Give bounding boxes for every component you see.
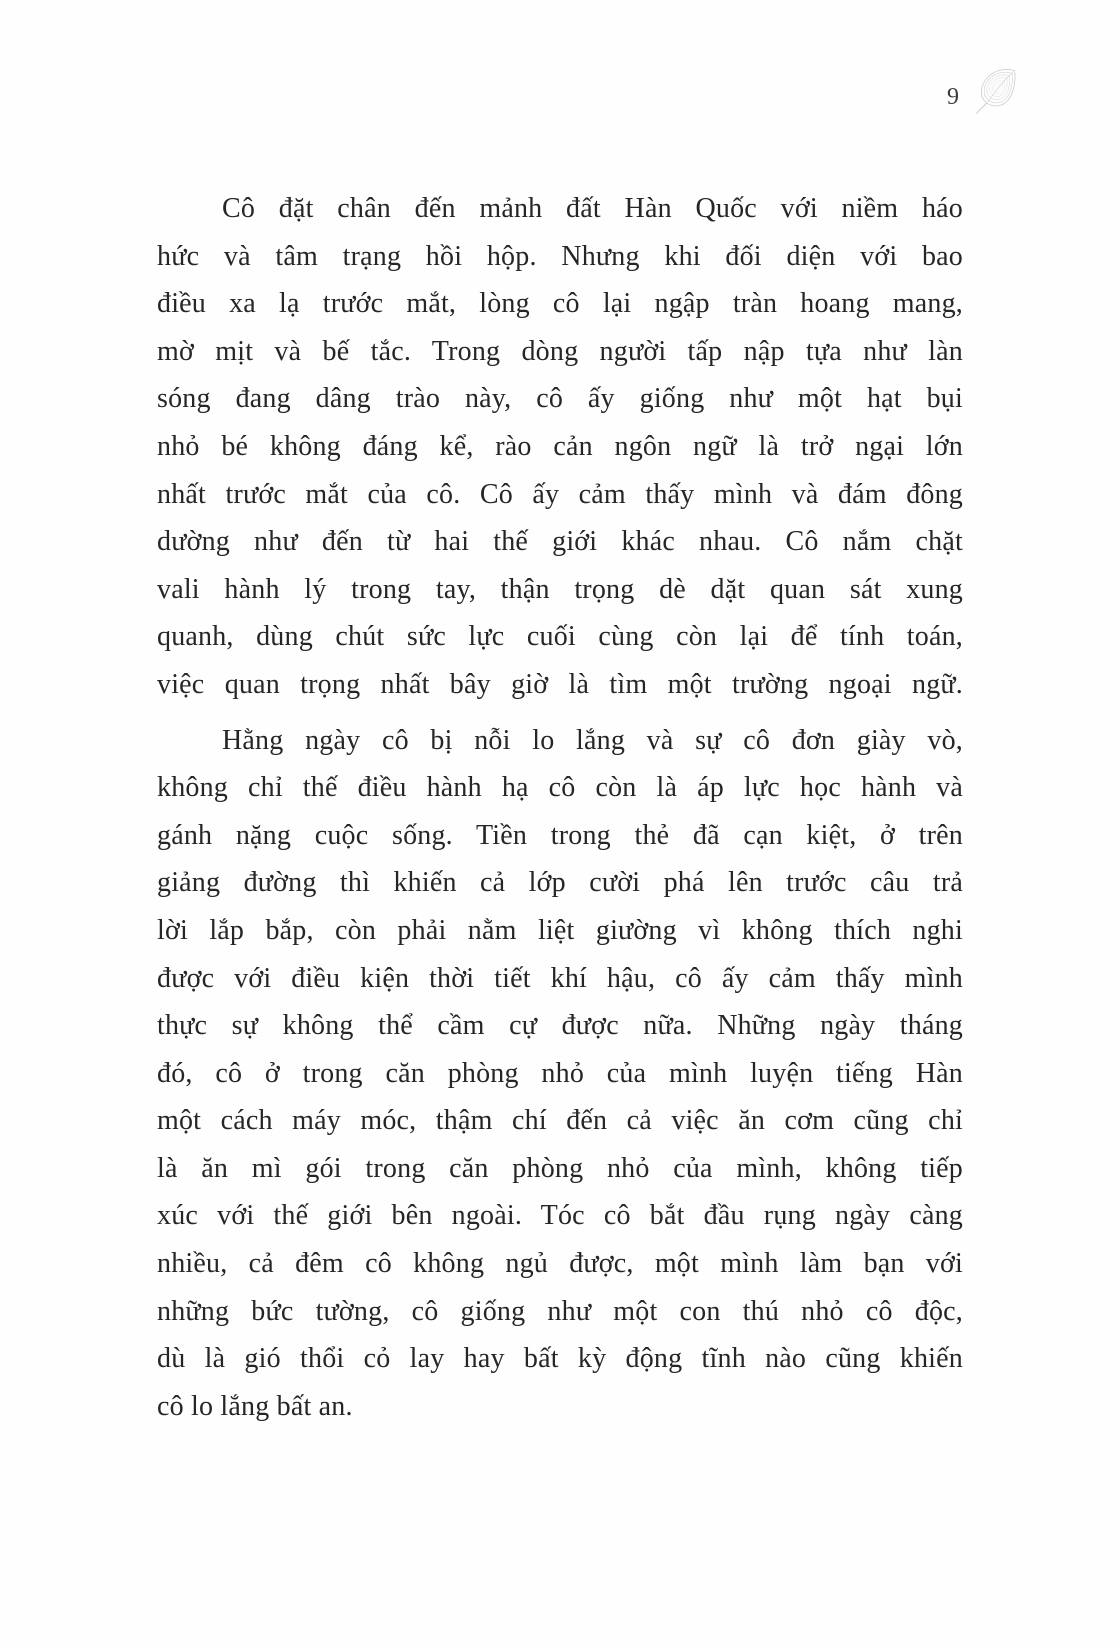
- body-text: [157, 185, 963, 1430]
- text-line: đó, cô ở trong căn phòng nhỏ của mình luyện tiếng Hàn: [157, 1057, 963, 1089]
- paragraph-1: [157, 185, 963, 709]
- text-line: Cô đặt chân đến mảnh đất Hàn Quốc với niềm háo: [222, 193, 963, 224]
- text-line: gánh nặng cuộc sống. Tiền trong thẻ đã cạn kiệt, ở trên: [157, 819, 963, 851]
- text-line: nhất trước mắt của cô. Cô ấy cảm thấy mình và đám đông: [157, 478, 963, 510]
- text-line: Hằng ngày cô bị nỗi lo lắng và sự cô đơn giày vò,: [222, 724, 963, 756]
- leaf-ornament-icon: [972, 66, 1020, 116]
- page-number: 9: [947, 84, 959, 110]
- text-line: cô lo lắng bất an.: [157, 1390, 353, 1422]
- text-line: việc quan trọng nhất bây giờ là tìm một trường ngoại ngữ.: [157, 668, 963, 700]
- text-line: mờ mịt và bế tắc. Trong dòng người tấp nập tựa như làn: [157, 335, 963, 367]
- text-line: sóng đang dâng trào này, cô ấy giống như một hạt bụi: [157, 383, 963, 415]
- text-line: điều xa lạ trước mắt, lòng cô lại ngập tràn hoang mang,: [157, 288, 963, 320]
- text-line: không chỉ thế điều hành hạ cô còn là áp lực học hành và: [157, 772, 963, 804]
- text-line: là ăn mì gói trong căn phòng nhỏ của mình, không tiếp: [157, 1152, 963, 1184]
- text-line: nhỏ bé không đáng kể, rào cản ngôn ngữ là trở ngại lớn: [157, 430, 963, 462]
- text-line: được với điều kiện thời tiết khí hậu, cô ấy cảm thấy mình: [157, 962, 963, 994]
- text-line: xúc với thế giới bên ngoài. Tóc cô bắt đầu rụng ngày càng: [157, 1200, 963, 1232]
- text-line: giảng đường thì khiến cả lớp cười phá lên trước câu trả: [157, 867, 963, 899]
- paragraph-2: [157, 717, 963, 1431]
- text-line: một cách máy móc, thậm chí đến cả việc ăn cơm cũng chỉ: [157, 1105, 963, 1137]
- text-line: vali hành lý trong tay, thận trọng dè dặt quan sát xung: [157, 573, 963, 605]
- text-line: thực sự không thể cầm cự được nữa. Những ngày tháng: [157, 1010, 963, 1042]
- text-line: lời lắp bắp, còn phải nằm liệt giường vì không thích nghi: [157, 914, 963, 946]
- text-line: dường như đến từ hai thế giới khác nhau. Cô nắm chặt: [157, 526, 963, 558]
- text-line: hức và tâm trạng hồi hộp. Nhưng khi đối diện với bao: [157, 240, 963, 272]
- text-line: quanh, dùng chút sức lực cuối cùng còn lại để tính toán,: [157, 621, 963, 653]
- text-line: những bức tường, cô giống như một con thú nhỏ cô độc,: [157, 1295, 963, 1327]
- text-line: nhiều, cả đêm cô không ngủ được, một mình làm bạn với: [157, 1248, 963, 1280]
- text-line: dù là gió thổi cỏ lay hay bất kỳ động tĩnh nào cũng khiến: [157, 1343, 963, 1375]
